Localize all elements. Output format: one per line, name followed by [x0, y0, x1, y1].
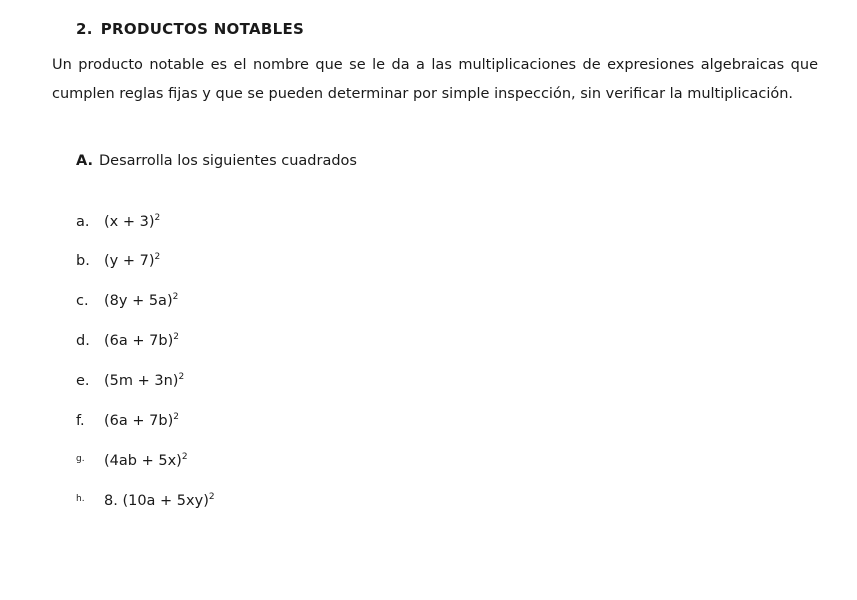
expression-exponent: 2: [173, 412, 179, 422]
exercise-expression: [104, 214, 160, 230]
exercise-label: h.: [76, 494, 85, 504]
expression-exponent: 2: [178, 372, 185, 382]
section-number: 2.: [76, 20, 93, 38]
section-title-text: PRODUCTOS NOTABLES: [100, 20, 305, 38]
exercise-item: [76, 493, 215, 515]
expression-base: (y + 7): [104, 253, 155, 269]
expression-exponent: 2: [181, 452, 188, 462]
exercise-item: [76, 214, 160, 236]
exercise-expression: [104, 253, 160, 269]
expression-base: (6a + 7b): [104, 333, 174, 349]
exercise-label: b.: [76, 253, 90, 269]
intro-paragraph: Un producto notable es el nombre que se le da a las multiplicaciones de expresiones algebraicas que cumplen reglas fijas y que se pueden determinar por simple inspección, sin verificar la multiplicación.: [52, 57, 818, 102]
exercise-item: [76, 453, 188, 475]
exercise-label: g.: [76, 454, 85, 464]
exercise-label: d.: [76, 333, 90, 349]
expression-base: (x + 3): [104, 214, 155, 230]
exercise-item: [76, 413, 179, 435]
expression-exponent: 2: [208, 492, 215, 502]
exercise-expression: [104, 293, 178, 309]
expression-exponent: 2: [172, 292, 179, 302]
section-heading: [76, 20, 304, 38]
instruction: [76, 153, 357, 169]
expression-exponent: 2: [173, 332, 179, 342]
exercise-item: [76, 293, 178, 315]
exercise-expression: [104, 453, 188, 469]
exercise-item: [76, 333, 179, 355]
exercise-expression: [104, 493, 215, 509]
instruction-text: Desarrolla los siguientes cuadrados: [99, 153, 357, 169]
exercise-label: f.: [76, 413, 85, 429]
exercise-label: c.: [76, 293, 89, 309]
exercise-label: e.: [76, 373, 90, 389]
exercise-item: [76, 373, 184, 395]
expression-exponent: 2: [154, 252, 161, 262]
expression-base: (4ab + 5x): [104, 453, 182, 469]
expression-exponent: 2: [154, 213, 161, 223]
exercise-expression: [104, 413, 179, 429]
expression-base: (5m + 3n): [104, 373, 179, 389]
exercise-expression: [104, 373, 184, 389]
exercise-expression: [104, 333, 179, 349]
exercise-item: [76, 253, 160, 275]
exercise-label: a.: [76, 214, 90, 230]
expression-base: (6a + 7b): [104, 413, 174, 429]
expression-base: 8. (10a + 5xy): [104, 493, 209, 509]
expression-base: (8y + 5a): [104, 293, 173, 309]
instruction-letter: A.: [76, 153, 93, 169]
